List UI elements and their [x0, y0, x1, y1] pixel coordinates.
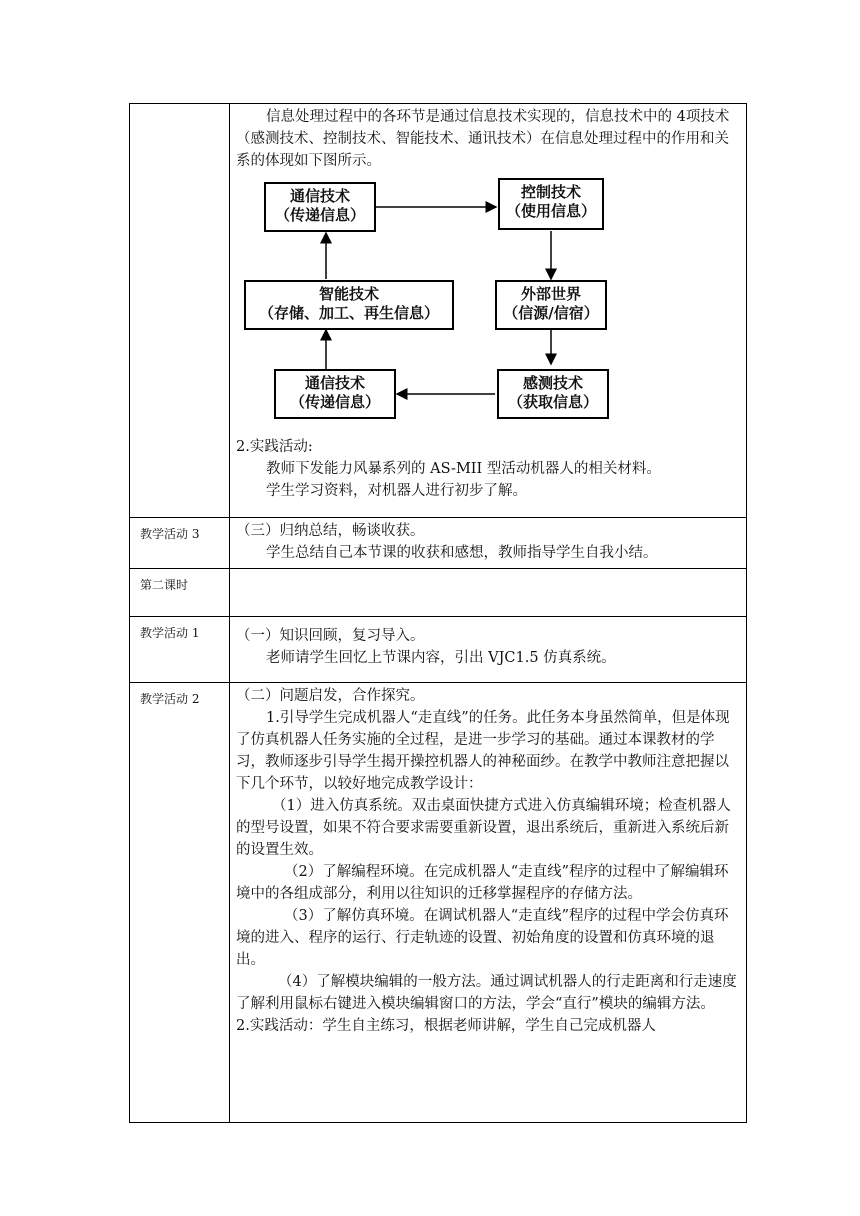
- box-subtitle: （获取信息）: [507, 393, 598, 411]
- box-title: 外部世界: [520, 285, 581, 303]
- box-title: 通信技术: [304, 374, 365, 392]
- intro-paragraph: 信息处理过程中的各环节是通过信息技术实现的，信息技术中的 4项技术（感测技术、控制技术、智能技术、通讯技术）在信息处理过程中的作用和关系的体现如下图所示。: [236, 109, 730, 169]
- box-title: 感测技术: [522, 374, 583, 392]
- box-title: 智能技术: [318, 285, 379, 303]
- box-subtitle: （传递信息）: [274, 206, 365, 224]
- box-subtitle: （使用信息）: [505, 202, 596, 220]
- table-row: [130, 104, 747, 518]
- lesson-plan-table: [129, 103, 747, 1123]
- section-paragraph-2: （1）进入仿真系统。双击桌面快捷方式进入仿真编辑环境；检查机器人的型号设置，如果不符合要求需要重新设置，退出系统后，重新进入系统后新的设置生效。: [236, 798, 731, 858]
- row-content: [230, 518, 747, 569]
- row-label: 教学活动 3: [130, 518, 230, 569]
- section-heading: （二）问题启发，合作探究。: [236, 688, 425, 704]
- box-external-world: [495, 280, 607, 330]
- section-paragraph-6: 2.实践活动：学生自主练习，根据老师讲解，学生自己完成机器人: [236, 1018, 656, 1034]
- box-comm-top: [264, 182, 376, 232]
- box-comm-bottom: [274, 369, 396, 419]
- row-content: [230, 104, 747, 518]
- row-label: 教学活动 1: [130, 617, 230, 683]
- box-intelligence: [244, 280, 454, 330]
- lesson-plan-sheet: [129, 103, 747, 1123]
- section-paragraph-4: （3）了解仿真环境。在调试机器人“走直线”程序的过程中学会仿真环境的进入、程序的运行、行走轨迹的设置、初始角度的设置和仿真环境的退出。: [236, 908, 729, 968]
- row-label: 第二课时: [130, 569, 230, 617]
- practice-item-2: 学生学习资料，对机器人进行初步了解。: [266, 483, 527, 499]
- info-tech-diagram: [242, 178, 642, 436]
- row-content: [230, 569, 747, 617]
- practice-item-1: 教师下发能力风暴系列的 AS-MII 型活动机器人的相关材料。: [266, 461, 661, 477]
- row-label: [130, 104, 230, 518]
- row-content: [230, 683, 747, 1123]
- table-row: [130, 683, 747, 1123]
- box-subtitle: （传递信息）: [289, 393, 380, 411]
- practice-title: 2.实践活动:: [236, 439, 313, 455]
- box-subtitle: （信源/信宿）: [503, 304, 599, 322]
- box-control: [498, 178, 604, 230]
- section-text: 学生总结自己本节课的收获和感想，教师指导学生自我小结。: [266, 545, 658, 561]
- section-paragraph-5: （4）了解模块编辑的一般方法。通过调试机器人的行走距离和行走速度了解利用鼠标右键进入模块编辑窗口的方法，学会“直行”模块的编辑方法。: [236, 974, 737, 1012]
- section-paragraph-1: 1.引导学生完成机器人“走直线”的任务。此任务本身虽然简单，但是体现了仿真机器人任务实施的全过程，是进一步学习的基础。通过本课教材的学习，教师逐步引导学生揭开操控机器人的神秘面纱。在教学中教师注意把握以下几个环节，以较好地完成教学设计：: [236, 710, 730, 792]
- table-row: [130, 569, 747, 617]
- box-sensing: [497, 369, 609, 419]
- table-row: [130, 518, 747, 569]
- box-title: 控制技术: [520, 183, 581, 201]
- section-paragraph-3: （2）了解编程环境。在完成机器人“走直线”程序的过程中了解编辑环境中的各组成部分，利用以往知识的迁移掌握程序的存储方法。: [236, 864, 729, 902]
- section-heading: （三）归纳总结，畅谈收获。: [236, 523, 425, 539]
- box-subtitle: （存储、加工、再生信息）: [258, 304, 439, 322]
- box-title: 通信技术: [289, 187, 350, 205]
- row-label: 教学活动 2: [130, 683, 230, 1123]
- table-row: [130, 617, 747, 683]
- section-heading: （一）知识回顾，复习导入。: [236, 628, 425, 644]
- section-text: 老师请学生回忆上节课内容，引出 VJC1.5 仿真系统。: [266, 650, 616, 666]
- row-content: [230, 617, 747, 683]
